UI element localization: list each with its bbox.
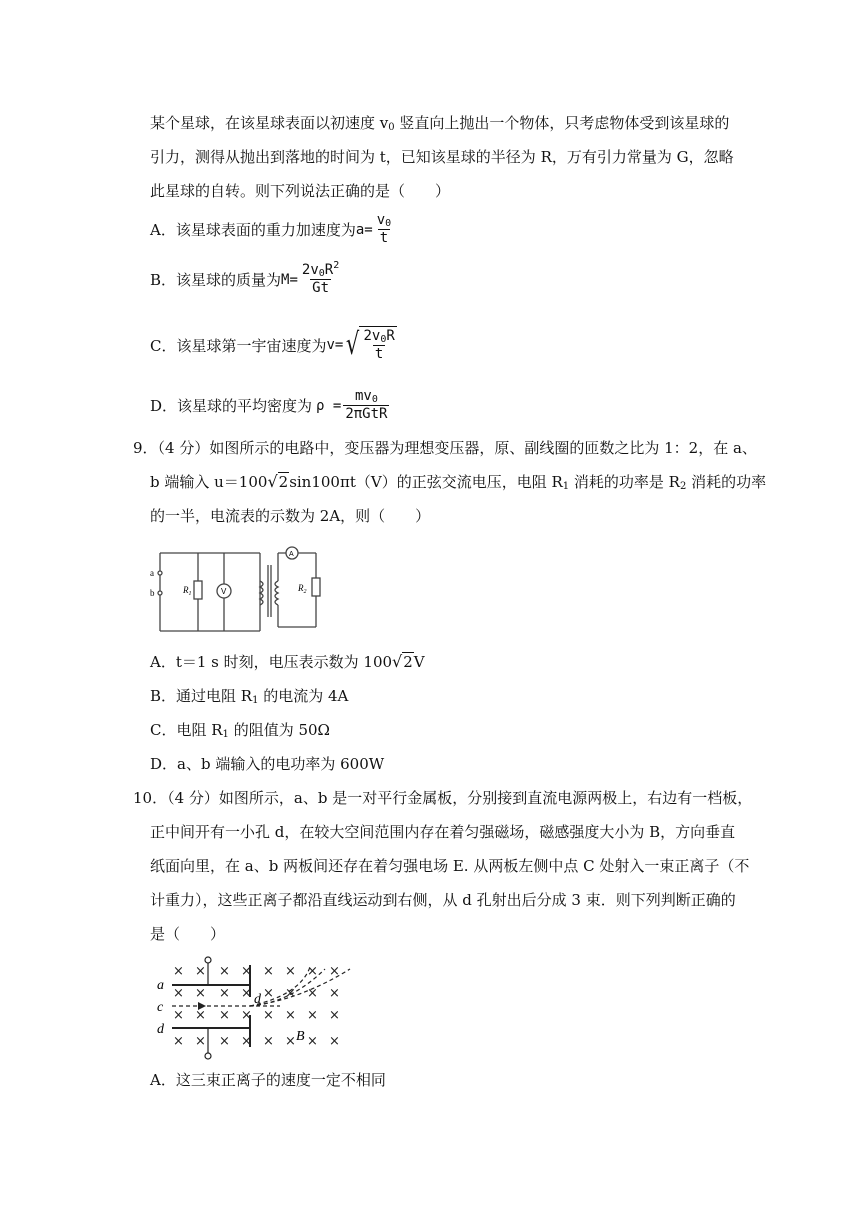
q9-option-c[interactable]: C．电阻 $R_1$ 的阻值为 50Ω — [150, 721, 330, 740]
hole-d-label: d — [254, 992, 261, 1007]
q9-stem-line-1: 9．（4 分）如图所示的电路中，变压器为理想变压器，原、副线圈的匝数之比为 1：2，在 a、 — [133, 439, 757, 457]
field-cross: × — [173, 986, 184, 1001]
q9-stem-line-2: b 端输入 u＝100√2sin100πt（V）的正弦交流电压，电阻 $R_1$ 消耗的功率是 $R_2$ 消耗的功率 — [150, 472, 767, 492]
q8-stem-line-3: 此星球的自转。则下列说法正确的是（ ） — [150, 182, 451, 200]
field-cross: × — [263, 986, 274, 1001]
field-cross: × — [241, 986, 252, 1001]
field-cross: × — [195, 986, 206, 1001]
r2-label: $R_2$ — [298, 583, 307, 595]
q10-stem-line-1: 10．（4 分）如图所示，a、b 是一对平行金属板，分别接到直流电源两极上，右边有一档板， — [133, 789, 753, 807]
field-cross: × — [329, 964, 340, 979]
field-cross: × — [195, 964, 206, 979]
q8-option-d-fraction: $\frac{mv_0}{\text{2πGtR}}$ — [345, 388, 388, 422]
field-cross: × — [285, 1034, 296, 1049]
ammeter-label: A — [289, 551, 294, 558]
point-c-label: c — [157, 1000, 164, 1015]
q8-stem-line-2: 引力，测得从抛出到落地的时间为 t，已知该星球的半径为 R，万有引力常量为 G，忽略 — [150, 148, 734, 166]
field-cross: × — [241, 1008, 252, 1023]
terminal-b-label: b — [150, 588, 155, 598]
field-cross: × — [307, 964, 318, 979]
field-cross: × — [219, 1008, 230, 1023]
field-cross: × — [195, 1034, 206, 1049]
field-cross: × — [195, 1008, 206, 1023]
field-cross: × — [285, 964, 296, 979]
field-cross: × — [241, 964, 252, 979]
field-cross: × — [329, 1034, 340, 1049]
q8-option-b-fraction: $\frac{2v_0R^2}{Gt}$ — [301, 260, 340, 296]
field-cross: × — [263, 1008, 274, 1023]
field-cross: × — [219, 964, 230, 979]
plate-a-label: a — [157, 978, 164, 993]
field-b-label: B — [296, 1029, 305, 1044]
field-cross: × — [173, 1008, 184, 1023]
field-cross: × — [241, 1034, 252, 1049]
q9-circuit-diagram — [150, 545, 330, 637]
field-cross: × — [285, 1008, 296, 1023]
q8-stem-line-1: 某个星球，在该星球表面以初速度 $v_0$ 竖直向上抛出一个物体，只考虑物体受到该星球的 — [150, 114, 730, 133]
q8-option-c-sqrt: √ $\frac{2v_0R}{t}$ — [346, 327, 395, 362]
field-cross: × — [173, 964, 184, 979]
field-cross: × — [263, 964, 274, 979]
q8-option-c[interactable]: C．该星球第一宇宙速度为 v= √ $\frac{2v_0R}{t}$ — [150, 327, 395, 362]
field-cross: × — [307, 1034, 318, 1049]
q10-stem-line-3: 纸面向里，在 a、b 两板间还存在着匀强电场 E. 从两板左侧中点 C 处射入一束正离子（不 — [150, 857, 750, 875]
field-cross: × — [173, 1034, 184, 1049]
field-cross: × — [307, 986, 318, 1001]
field-cross: × — [329, 1008, 340, 1023]
q10-stem-line-4: 计重力），这些正离子都沿直线运动到右侧，从 d 孔射出后分成 3 束．则下列判断正确的 — [150, 891, 736, 909]
q8-option-a[interactable]: A．该星球表面的重力加速度为 a= $\frac{v_0}{t}$ — [150, 212, 392, 246]
q8-option-d[interactable]: D．该星球的平均密度为 ρ = $\frac{mv_0}{\text{2πGtR}}$ — [150, 388, 388, 422]
q9-option-d[interactable]: D．a、b 端输入的电功率为 600W — [150, 755, 385, 773]
q10-option-a[interactable]: A．这三束正离子的速度一定不相同 — [150, 1071, 386, 1089]
plate-d-label: d — [157, 1022, 164, 1037]
q8-option-b[interactable]: B．该星球的质量为 M= $\frac{2v_0R^2}{Gt}$ — [150, 260, 340, 296]
field-cross: × — [307, 1008, 318, 1023]
q10-stem-line-2: 正中间开有一小孔 d，在较大空间范围内存在着匀强磁场，磁感强度大小为 B，方向垂直 — [150, 823, 736, 841]
q9-stem-line-3: 的一半，电流表的示数为 2A，则（ ） — [150, 507, 431, 525]
field-cross: × — [219, 986, 230, 1001]
field-cross: × — [329, 986, 340, 1001]
field-cross: × — [263, 1034, 274, 1049]
r1-label: $R_1$ — [183, 585, 192, 597]
q10-magnetic-field-diagram — [150, 955, 360, 1060]
voltmeter-label: V — [221, 587, 227, 596]
field-cross: × — [219, 1034, 230, 1049]
q9-option-a[interactable]: A．t＝1 s 时刻，电压表示数为 100√2V — [150, 652, 425, 671]
q10-stem-line-5: 是（ ） — [150, 925, 226, 943]
q9-option-b[interactable]: B．通过电阻 $R_1$ 的电流为 4A — [150, 687, 349, 706]
field-cross: × — [285, 986, 296, 1001]
terminal-a-label: a — [150, 568, 154, 578]
q8-option-a-fraction: $\frac{v_0}{t}$ — [376, 212, 392, 246]
